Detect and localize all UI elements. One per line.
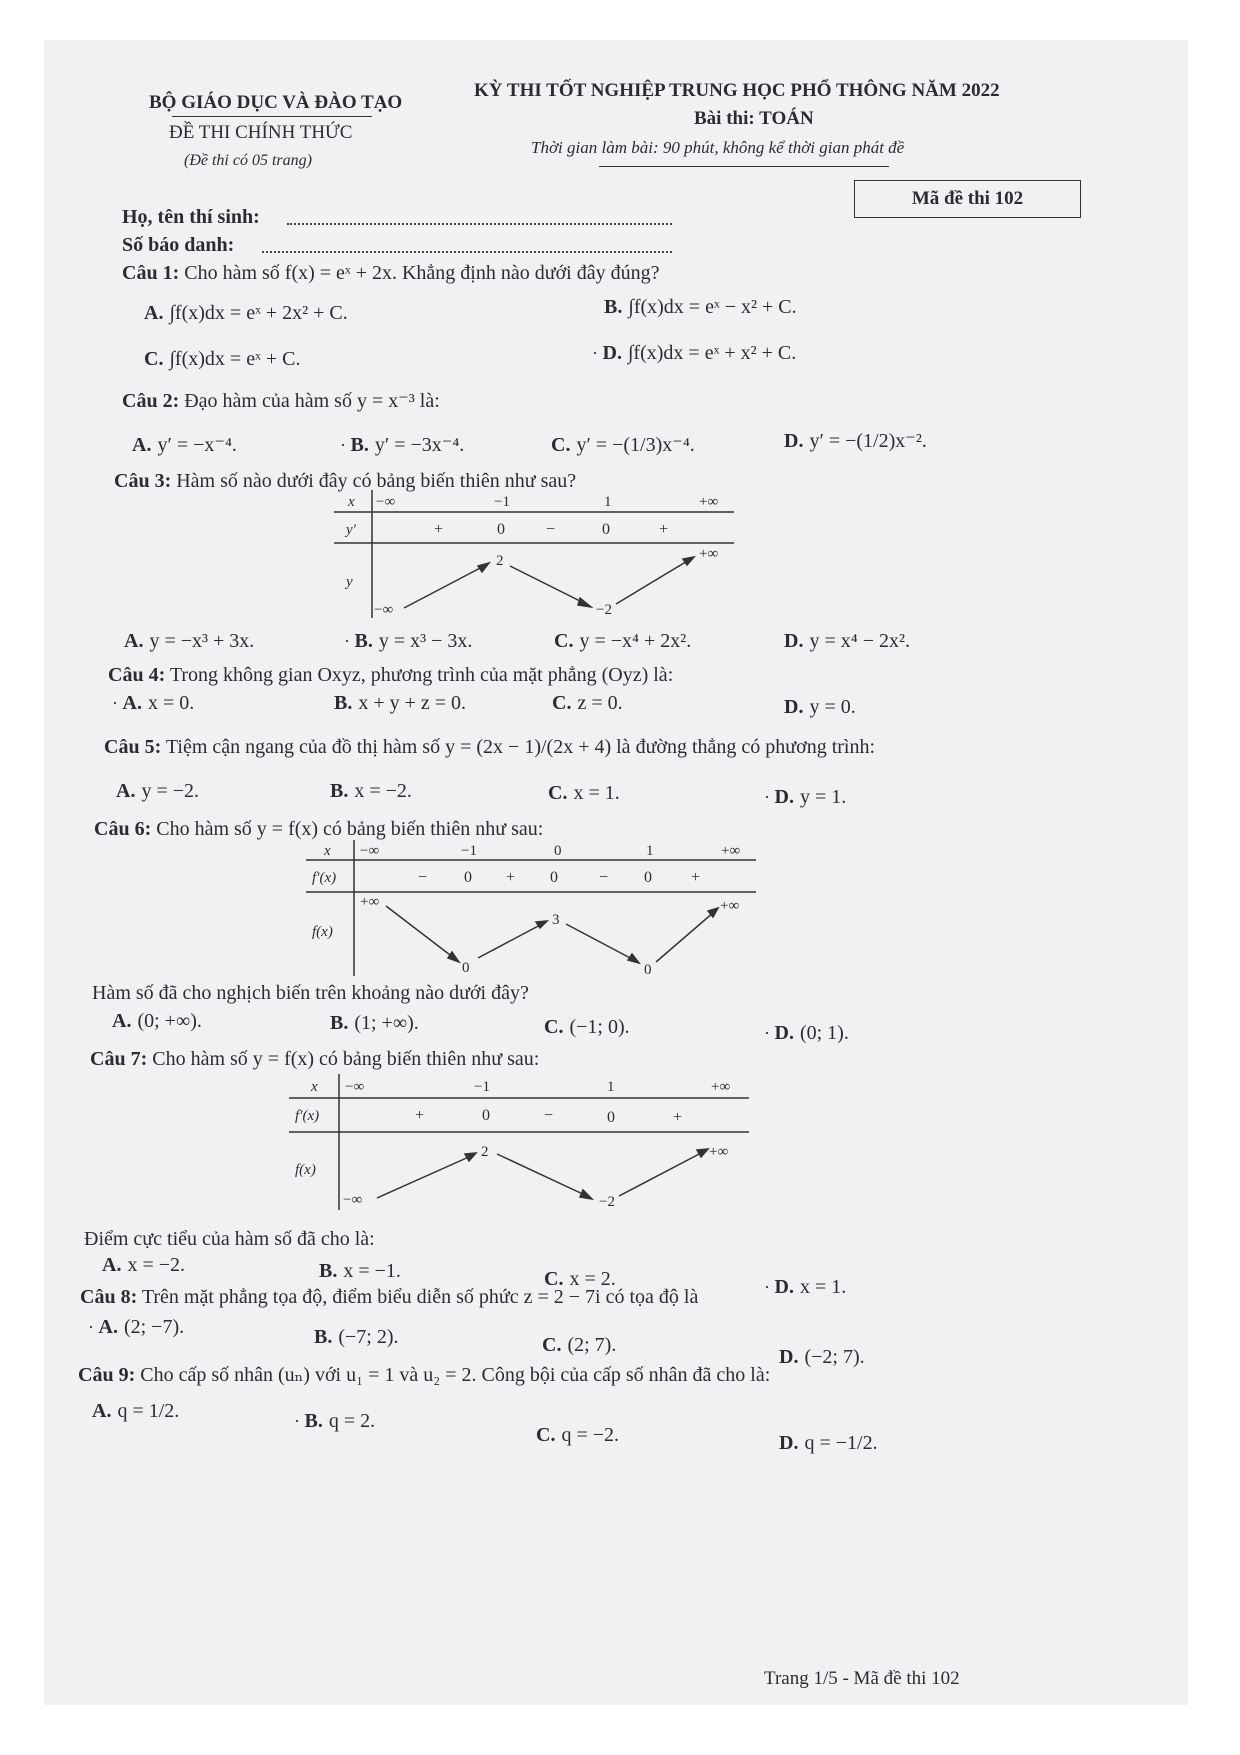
option-6b[interactable]: B. (1; +∞).	[330, 1012, 419, 1034]
option-6c[interactable]: C. (−1; 0).	[544, 1016, 630, 1038]
t3-x-2: 1	[604, 494, 612, 510]
option-3b[interactable]: · B. y = x³ − 3x.	[344, 630, 473, 652]
question-3: Câu 3: Hàm số nào dưới đây có bảng biến thiên như sau?	[114, 470, 577, 492]
option-1a[interactable]: A. ∫f(x)dx = eˣ + 2x² + C.	[144, 302, 348, 324]
question-2: Câu 2: Đạo hàm của hàm số y = x⁻³ là:	[122, 390, 440, 412]
option-8b[interactable]: B. (−7; 2).	[314, 1326, 399, 1348]
ministry-title: BỘ GIÁO DỤC VÀ ĐÀO TẠO	[149, 92, 403, 113]
option-1d[interactable]: · D. ∫f(x)dx = eˣ + x² + C.	[592, 342, 797, 364]
exam-code: Mã đề thi 102	[911, 188, 1024, 209]
time-underline	[599, 166, 889, 167]
option-9b[interactable]: · B. q = 2.	[294, 1410, 376, 1432]
t7-x-2: 1	[607, 1079, 615, 1095]
t3-f-2: −2	[596, 602, 612, 618]
t7-sign-4: +	[673, 1109, 683, 1126]
question-6-followup: Hàm số đã cho nghịch biến trên khoảng nào dưới đây?	[92, 982, 529, 1004]
page-footer: Trang 1/5 - Mã đề thi 102	[764, 1668, 960, 1689]
question-6: Câu 6: Cho hàm số y = f(x) có bảng biến thiên như sau:	[94, 818, 544, 840]
t3-sign-4: +	[659, 521, 669, 538]
subject-label: Bài thi: TOÁN	[694, 108, 814, 129]
t7-row-x: x	[311, 1079, 318, 1095]
t3-sign-1: 0	[497, 521, 505, 538]
t6-x-3: 1	[646, 843, 654, 859]
question-7: Câu 7: Cho hàm số y = f(x) có bảng biến thiên như sau:	[90, 1048, 540, 1070]
t6-x-1: −1	[461, 843, 477, 859]
t7-row-d: f′(x)	[295, 1108, 320, 1124]
t6-x-2: 0	[554, 843, 562, 859]
option-2b[interactable]: · B. y′ = −3x⁻⁴.	[340, 434, 465, 456]
ministry-underline	[172, 116, 372, 117]
option-9d[interactable]: D. q = −1/2.	[779, 1432, 878, 1454]
option-2d[interactable]: D. y′ = −(1/2)x⁻².	[784, 430, 927, 452]
option-9a[interactable]: A. q = 1/2.	[92, 1400, 180, 1422]
name-field[interactable]	[287, 223, 672, 225]
option-5c[interactable]: C. x = 1.	[548, 782, 620, 804]
question-8: Câu 8: Trên mặt phẳng tọa độ, điểm biểu diễn số phức z = 2 − 7i có tọa độ là	[80, 1286, 699, 1308]
option-6a[interactable]: A. (0; +∞).	[112, 1010, 202, 1032]
t6-sign-3: 0	[550, 869, 558, 886]
variation-table-7	[289, 1074, 769, 1214]
official-label: ĐỀ THI CHÍNH THỨC	[169, 122, 353, 143]
t3-x-3: +∞	[699, 494, 719, 510]
option-8d[interactable]: D. (−2; 7).	[779, 1346, 865, 1368]
id-field[interactable]	[262, 251, 672, 253]
t7-sign-1: 0	[482, 1107, 490, 1124]
option-1c[interactable]: C. ∫f(x)dx = eˣ + C.	[144, 348, 301, 370]
t6-f-0: +∞	[360, 894, 380, 910]
t6-row-d: f′(x)	[312, 870, 337, 886]
t3-f-0: −∞	[374, 602, 394, 618]
option-6d[interactable]: · D. (0; 1).	[764, 1022, 849, 1044]
time-note: Thời gian làm bài: 90 phút, không kể thời gian phát đề	[531, 138, 905, 157]
option-7a[interactable]: A. x = −2.	[102, 1254, 186, 1276]
t7-f-2: −2	[599, 1194, 615, 1210]
t6-f-3: 0	[644, 962, 652, 978]
t6-f-1: 0	[462, 960, 470, 976]
t6-sign-6: +	[691, 869, 701, 886]
t6-sign-4: −	[599, 869, 609, 886]
t3-sign-3: 0	[602, 521, 610, 538]
t6-sign-0: −	[418, 869, 428, 886]
t7-x-0: −∞	[345, 1079, 365, 1095]
t7-x-3: +∞	[711, 1079, 731, 1095]
t3-f-3: +∞	[699, 546, 719, 562]
t3-f-1: 2	[496, 553, 504, 569]
option-5b[interactable]: B. x = −2.	[330, 780, 412, 802]
t6-f-4: +∞	[720, 898, 740, 914]
t7-sign-3: 0	[607, 1109, 615, 1126]
exam-title: KỲ THI TỐT NGHIỆP TRUNG HỌC PHỔ THÔNG NĂM 2022	[474, 80, 1000, 101]
t3-sign-0: +	[434, 521, 444, 538]
t6-x-4: +∞	[721, 843, 741, 859]
t3-sign-2: −	[546, 521, 556, 538]
t7-f-1: 2	[481, 1144, 489, 1160]
option-9c[interactable]: C. q = −2.	[536, 1424, 620, 1446]
t7-sign-2: −	[544, 1107, 554, 1124]
variation-table-6	[306, 840, 776, 980]
t3-row-d: y′	[346, 522, 356, 538]
t3-x-0: −∞	[376, 494, 396, 510]
option-4b[interactable]: B. x + y + z = 0.	[334, 692, 467, 714]
t6-row-f: f(x)	[312, 924, 333, 940]
t7-f-0: −∞	[343, 1192, 363, 1208]
option-5d[interactable]: · D. y = 1.	[764, 786, 847, 808]
t6-f-2: 3	[552, 912, 560, 928]
question-9: Câu 9: Cho cấp số nhân (uₙ) với u₁ = 1 và u₂ = 2. Công bội của cấp số nhân đã cho là:	[78, 1364, 771, 1386]
option-1b[interactable]: B. ∫f(x)dx = eˣ − x² + C.	[604, 296, 797, 318]
id-label: Số báo danh:	[122, 234, 235, 256]
t3-x-1: −1	[494, 494, 510, 510]
exam-sheet	[44, 40, 1188, 1705]
question-5: Câu 5: Tiệm cận ngang của đồ thị hàm số y = (2x − 1)/(2x + 4) là đường thẳng có phương trình:	[104, 736, 876, 758]
t6-sign-1: 0	[464, 869, 472, 886]
t7-row-f: f(x)	[295, 1162, 316, 1178]
t6-x-0: −∞	[360, 843, 380, 859]
t6-sign-2: +	[506, 869, 516, 886]
variation-table-3	[334, 490, 754, 620]
option-4c[interactable]: C. z = 0.	[552, 692, 623, 714]
t3-row-x: x	[348, 494, 355, 510]
option-3c[interactable]: C. y = −x⁴ + 2x².	[554, 630, 692, 652]
t3-row-f: y	[346, 574, 353, 590]
t6-sign-5: 0	[644, 869, 652, 886]
option-7c[interactable]: C. x = 2.	[544, 1268, 616, 1290]
question-4: Câu 4: Trong không gian Oxyz, phương trình của mặt phẳng (Oyz) là:	[108, 664, 674, 686]
option-8c[interactable]: C. (2; 7).	[542, 1334, 617, 1356]
t7-sign-0: +	[415, 1107, 425, 1124]
option-2a[interactable]: A. y′ = −x⁻⁴.	[132, 434, 237, 456]
option-3a[interactable]: A. y = −x³ + 3x.	[124, 630, 255, 652]
name-label: Họ, tên thí sinh:	[122, 206, 260, 228]
t7-x-1: −1	[474, 1079, 490, 1095]
option-7d[interactable]: · D. x = 1.	[764, 1276, 847, 1298]
option-4d[interactable]: D. y = 0.	[784, 696, 856, 718]
question-text: Cho hàm số f(x) = eˣ + 2x. Khẳng định nào dưới đây đúng?	[184, 262, 660, 284]
option-7b[interactable]: B. x = −1.	[319, 1260, 401, 1282]
option-2c[interactable]: C. y′ = −(1/3)x⁻⁴.	[551, 434, 695, 456]
option-8a[interactable]: · A. (2; −7).	[88, 1316, 185, 1338]
option-3d[interactable]: D. y = x⁴ − 2x².	[784, 630, 910, 652]
t7-f-3: +∞	[709, 1144, 729, 1160]
question-label: Câu 1:	[122, 262, 180, 284]
question-1	[122, 262, 659, 285]
option-5a[interactable]: A. y = −2.	[116, 780, 200, 802]
exam-code-box	[854, 180, 1081, 218]
option-4a[interactable]: · A. x = 0.	[112, 692, 195, 714]
pages-note: (Đề thi có 05 trang)	[184, 152, 312, 169]
question-7-followup: Điểm cực tiểu của hàm số đã cho là:	[84, 1228, 375, 1250]
t6-row-x: x	[324, 843, 331, 859]
